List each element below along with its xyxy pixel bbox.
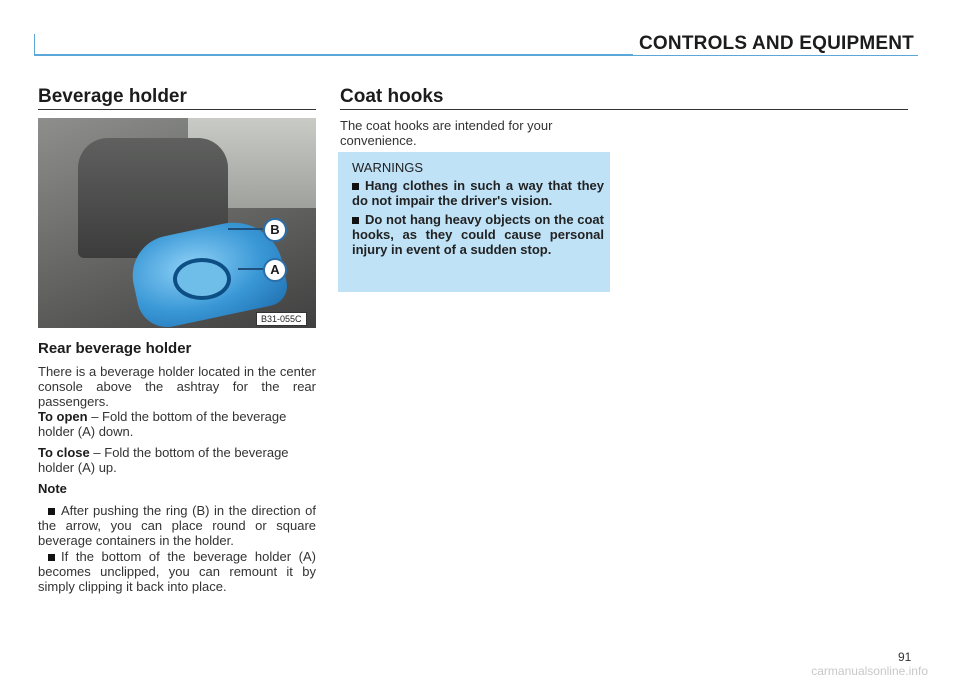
heading-rule-right bbox=[340, 109, 908, 110]
warnings-title: WARNINGS bbox=[352, 160, 424, 175]
photo-holder-ring bbox=[173, 258, 231, 300]
rear-beverage-holder-subheading: Rear beverage holder bbox=[38, 340, 192, 357]
warnings-box bbox=[338, 152, 610, 292]
heading-rule-left bbox=[38, 109, 316, 110]
bullet-icon bbox=[352, 183, 359, 190]
coat-hooks-intro: The coat hooks are intended for your convenience. bbox=[340, 118, 553, 148]
callout-b: B bbox=[263, 218, 287, 242]
note-item bbox=[38, 503, 316, 548]
beverage-holder-heading: Beverage holder bbox=[38, 86, 187, 107]
coat-hooks-heading: Coat hooks bbox=[340, 86, 444, 107]
note-text-1: After pushing the ring (B) in the direction of the arrow, you can place round or square beverage containers in the holder. bbox=[38, 503, 316, 548]
warning-text-2: Do not hang heavy objects on the coat hooks, as they could cause personal injury in event of a sudden stop. bbox=[352, 212, 604, 257]
callout-a: A bbox=[263, 258, 287, 282]
to-close-text: – Fold the bottom of the beverage holder (A) up. bbox=[38, 445, 289, 475]
bullet-icon bbox=[48, 508, 55, 515]
page-number: 91 bbox=[898, 650, 912, 664]
to-close-instruction bbox=[38, 445, 316, 475]
section-title: CONTROLS AND EQUIPMENT bbox=[633, 33, 920, 55]
note-label: Note bbox=[38, 481, 67, 496]
figure-code: B31-055C bbox=[256, 312, 307, 326]
bullet-icon bbox=[48, 554, 55, 561]
warning-item bbox=[352, 212, 604, 257]
bullet-icon bbox=[352, 217, 359, 224]
to-close-label: To close bbox=[38, 445, 90, 460]
intro-paragraph: There is a beverage holder located in the center console above the ashtray for the rear passengers. bbox=[38, 364, 316, 409]
to-open-text: – Fold the bottom of the beverage holder (A) down. bbox=[38, 409, 287, 439]
warning-text-1: Hang clothes in such a way that they do not impair the driver's vision. bbox=[352, 178, 604, 208]
beverage-holder-photo bbox=[38, 118, 316, 328]
warning-item bbox=[352, 178, 604, 208]
callout-line-b bbox=[228, 228, 264, 230]
watermark: carmanualsonline.info bbox=[811, 664, 928, 678]
to-open-label: To open bbox=[38, 409, 88, 424]
callout-line-a bbox=[238, 268, 264, 270]
note-item bbox=[38, 549, 316, 594]
note-text-2: If the bottom of the beverage holder (A) becomes unclipped, you can remount it by simply clipping it back into place. bbox=[38, 549, 316, 594]
to-open-instruction bbox=[38, 409, 316, 439]
